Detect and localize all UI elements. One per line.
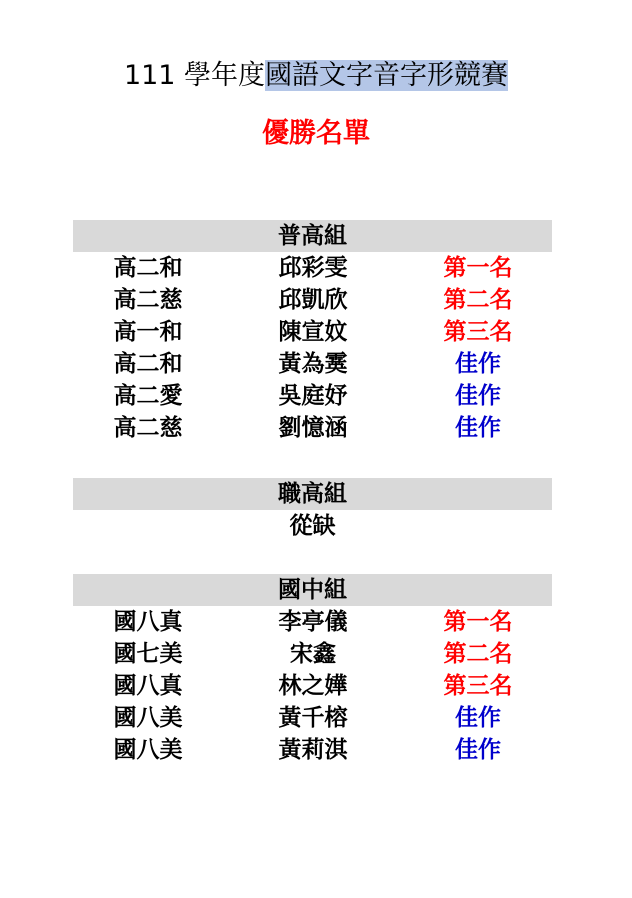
class-cell: 國七美 [113, 641, 183, 667]
winner-row [73, 412, 552, 444]
class-cell: 高二愛 [113, 383, 183, 409]
section-header: 國中組 [73, 574, 552, 606]
class-cell: 高二和 [113, 255, 183, 281]
name-cell: 宋鑫 [290, 641, 336, 667]
winner-row [73, 734, 552, 766]
winner-list [73, 252, 552, 444]
winner-list [73, 606, 552, 766]
rank-cell: 佳作 [455, 737, 501, 763]
class-cell: 國八真 [113, 673, 183, 699]
section-vocational-high [73, 478, 552, 542]
vacant-note: 從缺 [289, 513, 336, 539]
winner-row [73, 380, 552, 412]
winner-row [73, 316, 552, 348]
winner-row [73, 670, 552, 702]
class-cell: 國八真 [113, 609, 183, 635]
name-cell: 黃為霙 [278, 351, 348, 377]
name-cell: 邱彩雯 [278, 255, 348, 281]
section-header: 職高組 [73, 478, 552, 510]
class-cell: 國八美 [113, 705, 183, 731]
rank-cell: 佳作 [455, 705, 501, 731]
rank-cell: 佳作 [455, 351, 501, 377]
winner-row [73, 348, 552, 380]
rank-cell: 佳作 [455, 383, 501, 409]
class-cell: 高二和 [113, 351, 183, 377]
section-junior-high [73, 574, 552, 766]
page-title [0, 56, 632, 96]
rank-cell: 第一名 [443, 609, 513, 635]
rank-cell: 第三名 [443, 673, 513, 699]
winner-row [73, 638, 552, 670]
name-cell: 黃千榕 [278, 705, 348, 731]
name-cell: 吳庭妤 [278, 383, 348, 409]
class-cell: 高二慈 [113, 287, 183, 313]
name-cell: 黃莉淇 [278, 737, 348, 763]
class-cell: 國八美 [113, 737, 183, 763]
rank-cell: 第三名 [443, 319, 513, 345]
subtitle: 優勝名單 [262, 118, 370, 149]
class-cell: 高一和 [113, 319, 183, 345]
section-header: 普高組 [73, 220, 552, 252]
title-highlighted: 國語文字音字形競賽 [265, 60, 509, 91]
winner-row [73, 284, 552, 316]
winner-row [73, 252, 552, 284]
name-cell: 李亭儀 [278, 609, 348, 635]
rank-cell: 佳作 [455, 415, 501, 441]
winner-row [73, 702, 552, 734]
section-general-high [73, 220, 552, 444]
name-cell: 陳宣妏 [278, 319, 348, 345]
rank-cell: 第二名 [443, 287, 513, 313]
name-cell: 邱凱欣 [278, 287, 348, 313]
name-cell: 林之嬅 [278, 673, 348, 699]
class-cell: 高二慈 [113, 415, 183, 441]
winner-row [73, 606, 552, 638]
rank-cell: 第二名 [443, 641, 513, 667]
name-cell: 劉憶涵 [278, 415, 348, 441]
title-prefix: 111 學年度 [123, 60, 266, 91]
rank-cell: 第一名 [443, 255, 513, 281]
